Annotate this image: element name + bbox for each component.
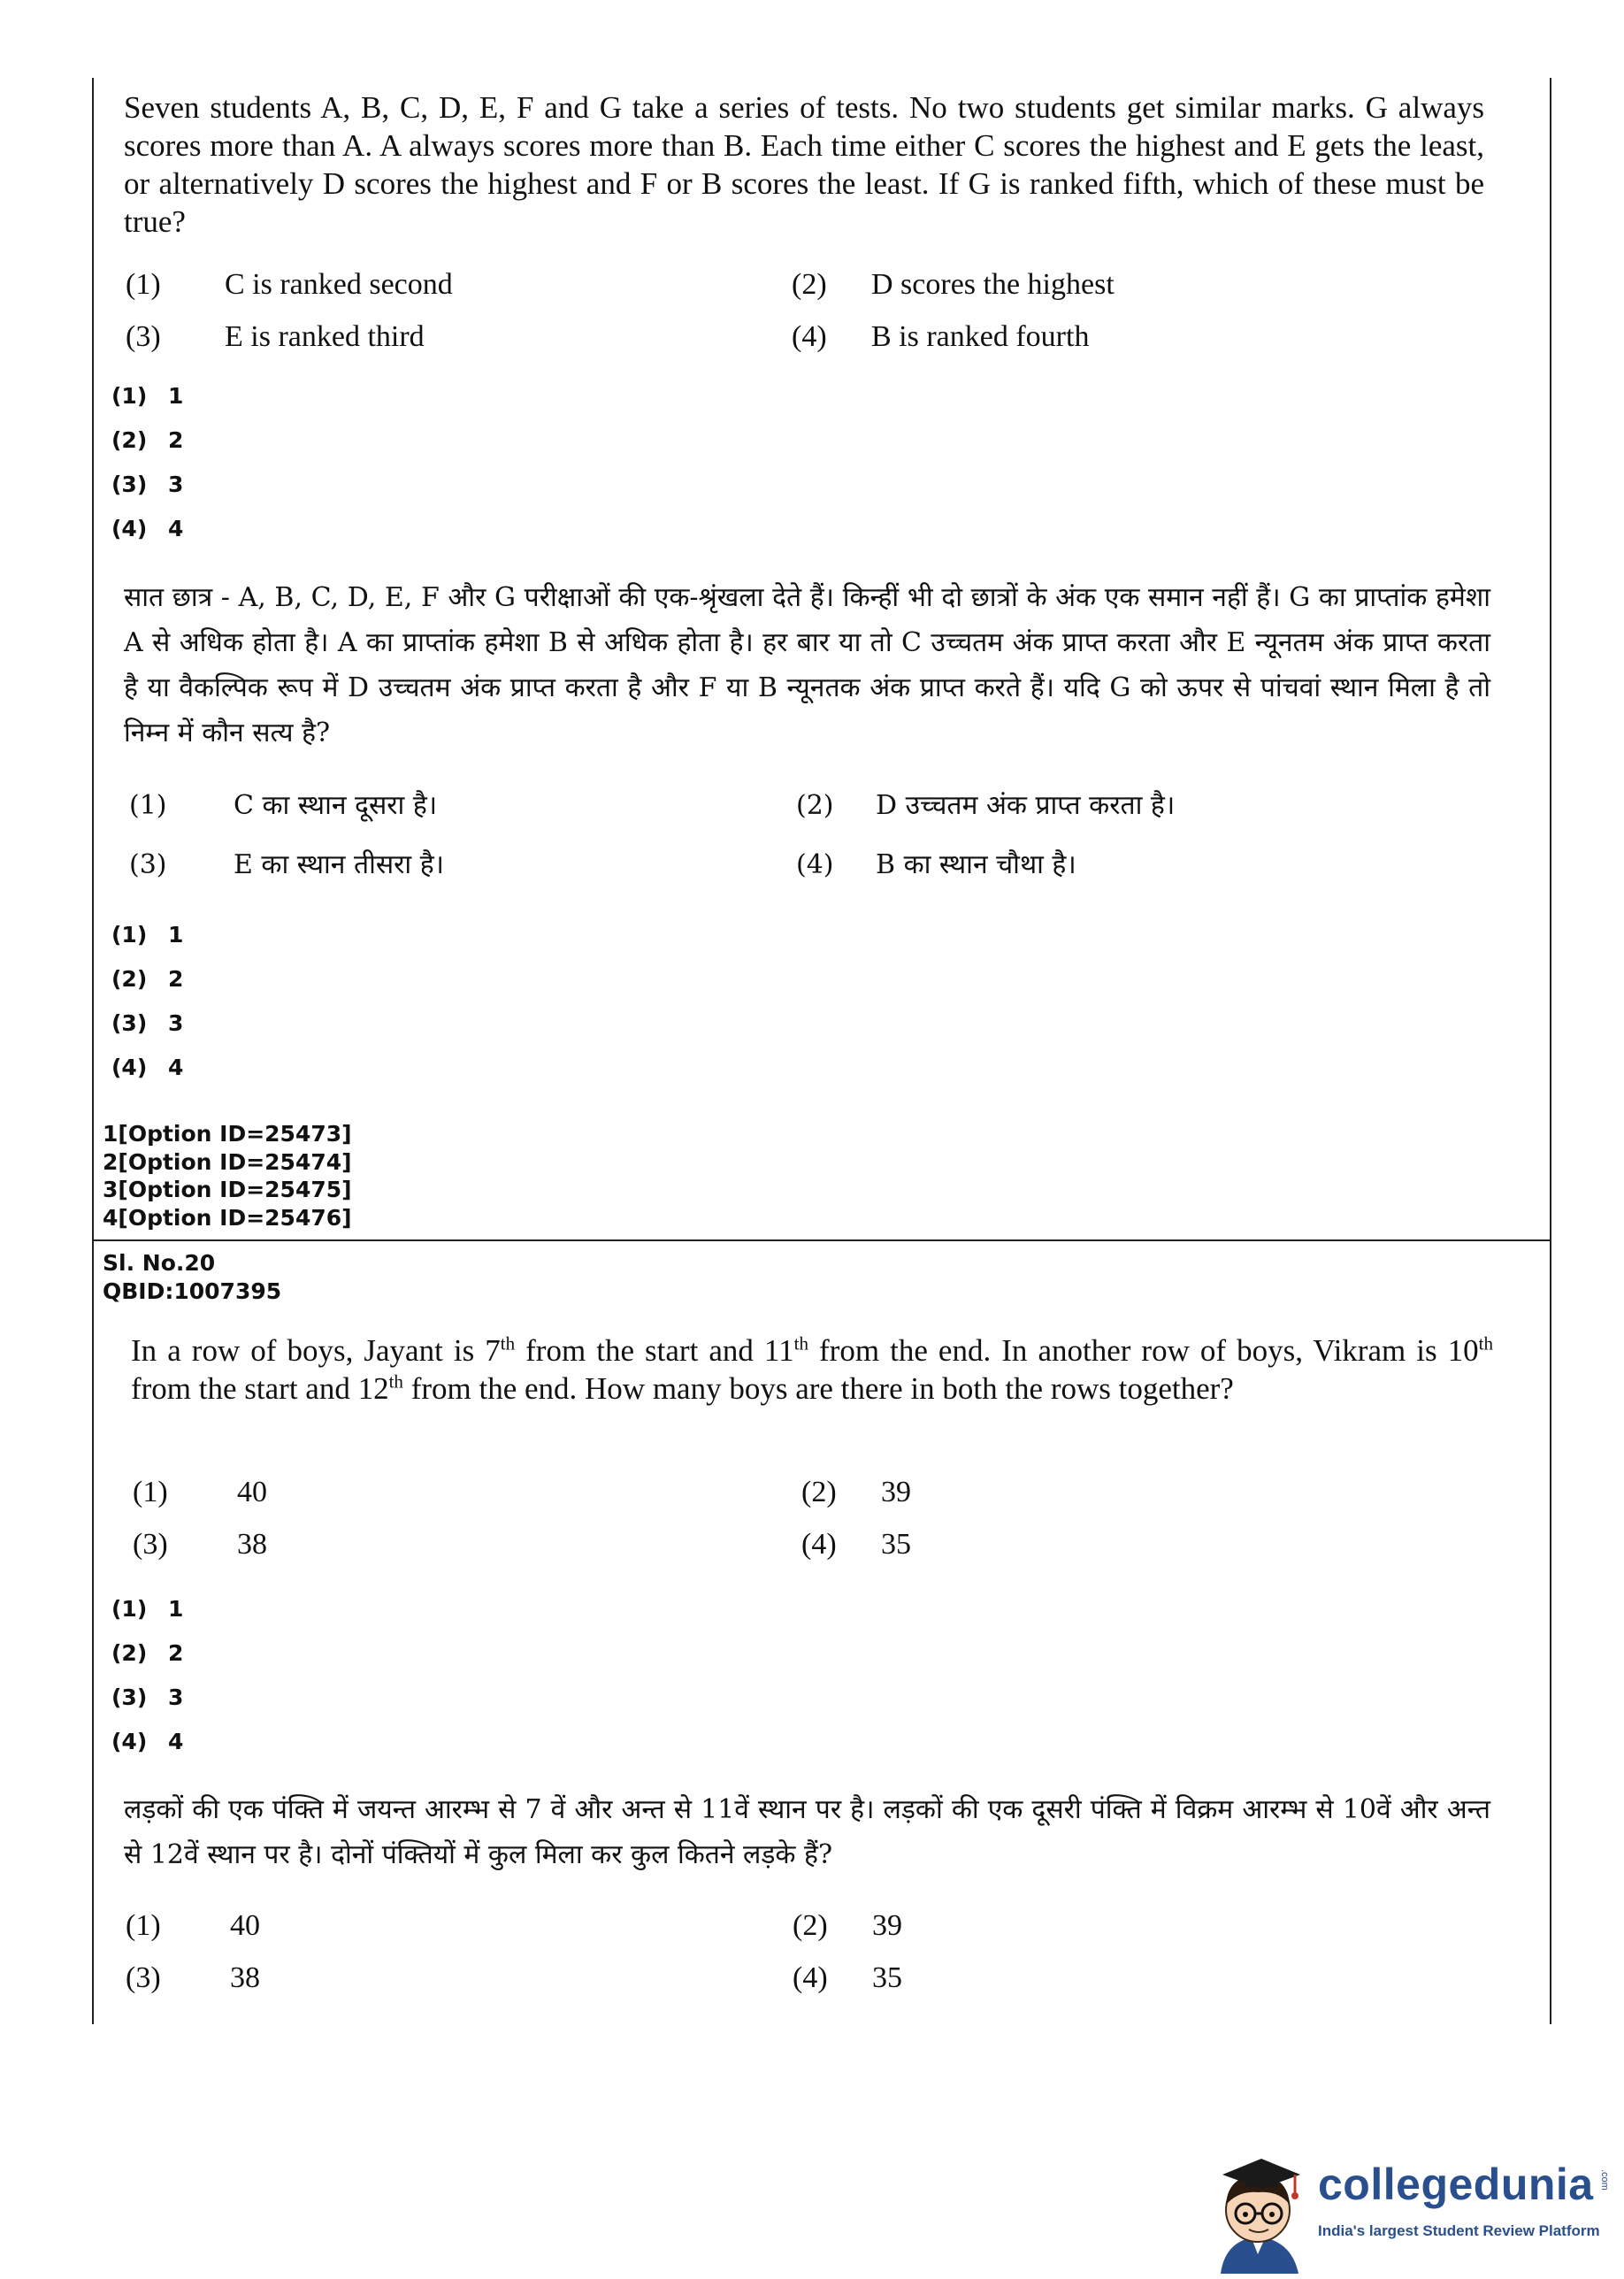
option-text: 40 — [230, 1909, 260, 1942]
option-number: (3) — [133, 1528, 168, 1561]
q20-header — [103, 1249, 281, 1305]
q20-hindi-text: लड़कों की एक पंक्ति में जयन्त आरम्भ से 7 वें और अन्त से 11वें स्थान पर है। लड़कों की एक दूसरी पंक्ति में विक्रम आरम्भ से 10वें और अन्त से 12वें स्थान पर है। दोनों पंक्तियों में कुल मिला कर कुल कितने लड़के हैं? — [124, 1794, 1490, 1870]
right-border — [1550, 78, 1551, 2024]
option-number: (3) — [126, 320, 161, 353]
q19-hi-answer-3[interactable]: (3) 3 — [111, 1010, 184, 1036]
option-id: 3[Option ID=25475] — [103, 1177, 352, 1202]
q20-hi-option-3 — [126, 1961, 260, 1995]
q20-en-option-1 — [133, 1476, 267, 1509]
option-number: (4) — [801, 1528, 837, 1561]
q20-answer-4[interactable]: (4) 4 — [111, 1729, 184, 1754]
q20-en-option-2 — [801, 1476, 911, 1509]
option-text: 39 — [872, 1909, 902, 1942]
option-text: E का स्थान तीसरा है। — [234, 849, 445, 880]
option-number: (1) — [133, 1476, 168, 1508]
option-id: 1[Option ID=25473] — [103, 1121, 352, 1147]
q19-answer-1[interactable]: (1) 1 — [111, 383, 184, 409]
q19-english-text: Seven students A, B, C, D, E, F and G take a series of tests. No two students get similar marks. G always scores more than A. A always scores more than B. Each time either C scores the highest and E gets the least, or alternatively D scores the highest and F or B scores the least. If G is ranked fifth, which of these must be true? — [124, 90, 1484, 239]
option-text: 38 — [237, 1528, 267, 1561]
option-number: (3) — [129, 849, 167, 880]
q19-hi-option-1 — [129, 786, 437, 822]
option-number: (2) — [793, 1909, 828, 1942]
option-text: D उच्चतम अंक प्राप्त करता है। — [876, 790, 1176, 821]
option-number: (1) — [129, 790, 167, 821]
option-number: (2) — [801, 1476, 837, 1508]
student-mascot-icon — [1203, 2141, 1318, 2274]
option-number: (4) — [792, 320, 827, 353]
option-id: 2[Option ID=25474] — [103, 1148, 352, 1175]
option-id-list — [103, 1120, 352, 1232]
q20-hi-option-4 — [793, 1961, 902, 1995]
option-number: (4) — [793, 1961, 828, 1994]
q19-hi-option-2 — [796, 786, 1175, 822]
q20-en-option-3 — [133, 1528, 267, 1562]
option-text: 35 — [881, 1528, 911, 1561]
question-divider — [92, 1239, 1551, 1241]
q19-en-option-1 — [126, 268, 453, 302]
option-text: D scores the highest — [871, 268, 1115, 301]
option-number: (4) — [796, 849, 834, 880]
brand-name: collegedunia — [1318, 2160, 1594, 2209]
brand-tagline: India's largest Student Review Platform — [1318, 2222, 1600, 2239]
option-text: 39 — [881, 1476, 911, 1508]
option-text: 40 — [237, 1476, 267, 1508]
q19-answer-3[interactable]: (3) 3 — [111, 472, 184, 497]
option-number: (2) — [796, 790, 834, 821]
option-number: (3) — [126, 1961, 161, 1994]
q20-hi-option-1 — [126, 1909, 260, 1943]
q19-answer-4[interactable]: (4) 4 — [111, 516, 184, 541]
q19-hi-answer-1[interactable]: (1) 1 — [111, 922, 184, 948]
serial-number: Sl. No.20 — [103, 1250, 216, 1276]
option-text: B का स्थान चौथा है। — [876, 849, 1076, 880]
q19-hi-answer-4[interactable]: (4) 4 — [111, 1055, 184, 1080]
qbid: QBID:1007395 — [103, 1278, 282, 1304]
q20-en-option-4 — [801, 1528, 911, 1562]
q19-hi-option-3 — [129, 845, 444, 881]
option-text: C का स्थान दूसरा है। — [234, 790, 438, 821]
option-text: 35 — [872, 1961, 902, 1994]
option-number: (2) — [792, 268, 827, 301]
q19-en-option-4 — [792, 320, 1089, 354]
brand-domain: .com — [1599, 2169, 1610, 2191]
left-border — [92, 78, 94, 2024]
q20-answer-3[interactable]: (3) 3 — [111, 1684, 184, 1710]
q20-english-text: In a row of boys, Jayant is 7th from the start and 11th from the end. In another row of boys, Vikram is 10th from the start and 12th from the end. How many boys are there in both the rows together? — [131, 1332, 1493, 1406]
option-text: C is ranked second — [225, 268, 453, 301]
q19-hi-option-4 — [796, 845, 1076, 881]
q19-en-option-3 — [126, 320, 425, 354]
option-text: 38 — [230, 1961, 260, 1994]
option-number: (1) — [126, 1909, 161, 1942]
option-id: 4[Option ID=25476] — [103, 1204, 352, 1231]
q20-answer-1[interactable]: (1) 1 — [111, 1596, 184, 1622]
q20-hi-option-2 — [793, 1909, 902, 1943]
q19-en-option-2 — [792, 268, 1115, 302]
q19-hindi-text: सात छात्र - A, B, C, D, E, F और G परीक्षाओं की एक-श्रृंखला देते हैं। किन्हीं भी दो छात्रों के अंक एक समान नहीं हैं। G का प्राप्तांक हमेशा A से अधिक होता है। A का प्राप्तांक हमेशा B से अधिक होता है। हर बार या तो C उच्चतम अंक प्राप्त करता और E न्यूनतम अंक प्राप्त करता है या वैकल्पिक रूप में D उच्चतम अंक प्राप्त करता है और F या B न्यूनतक अंक प्राप्त करते हैं। यदि G को ऊपर से पांचवां स्थान मिला है तो निम्न में कौन सत्य है? — [124, 582, 1490, 748]
option-text: E is ranked third — [225, 320, 425, 353]
collegedunia-logo[interactable] — [1203, 2141, 1619, 2274]
q19-hi-answer-2[interactable]: (2) 2 — [111, 966, 184, 992]
q19-answer-2[interactable]: (2) 2 — [111, 427, 184, 453]
q20-answer-2[interactable]: (2) 2 — [111, 1640, 184, 1666]
option-number: (1) — [126, 268, 161, 301]
option-text: B is ranked fourth — [871, 320, 1090, 353]
